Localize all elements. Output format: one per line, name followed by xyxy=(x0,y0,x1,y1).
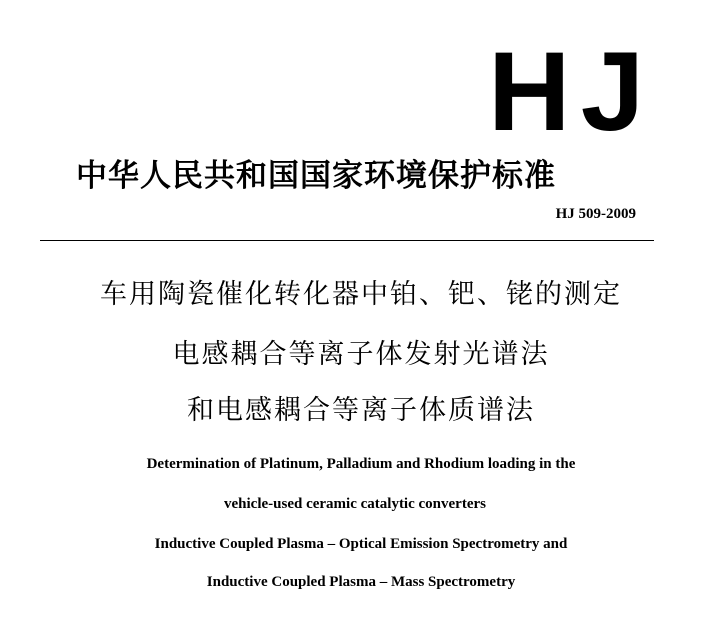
hj-logo: HJ xyxy=(488,29,655,154)
header-divider xyxy=(40,240,654,241)
standard-number: HJ 509-2009 xyxy=(555,206,636,222)
english-title-line-4: Inductive Coupled Plasma – Mass Spectrometry xyxy=(206,574,516,590)
chinese-title-line-1: 车用陶瓷催化转化器中铂、钯、铑的测定 xyxy=(100,279,622,310)
chinese-title-line-2: 电感耦合等离子体发射光谱法 xyxy=(172,339,550,370)
english-title-line-1: Determination of Platinum, Palladium and Rhodium loading in the xyxy=(146,456,576,472)
english-title-line-3: Inductive Coupled Plasma – Optical Emission Spectrometry and xyxy=(154,536,568,552)
standard-org-title: 中华人民共和国国家环境保护标准 xyxy=(76,158,556,194)
chinese-title-line-3: 和电感耦合等离子体质谱法 xyxy=(187,395,535,426)
english-title-line-2: vehicle-used ceramic catalytic converters xyxy=(224,496,486,512)
